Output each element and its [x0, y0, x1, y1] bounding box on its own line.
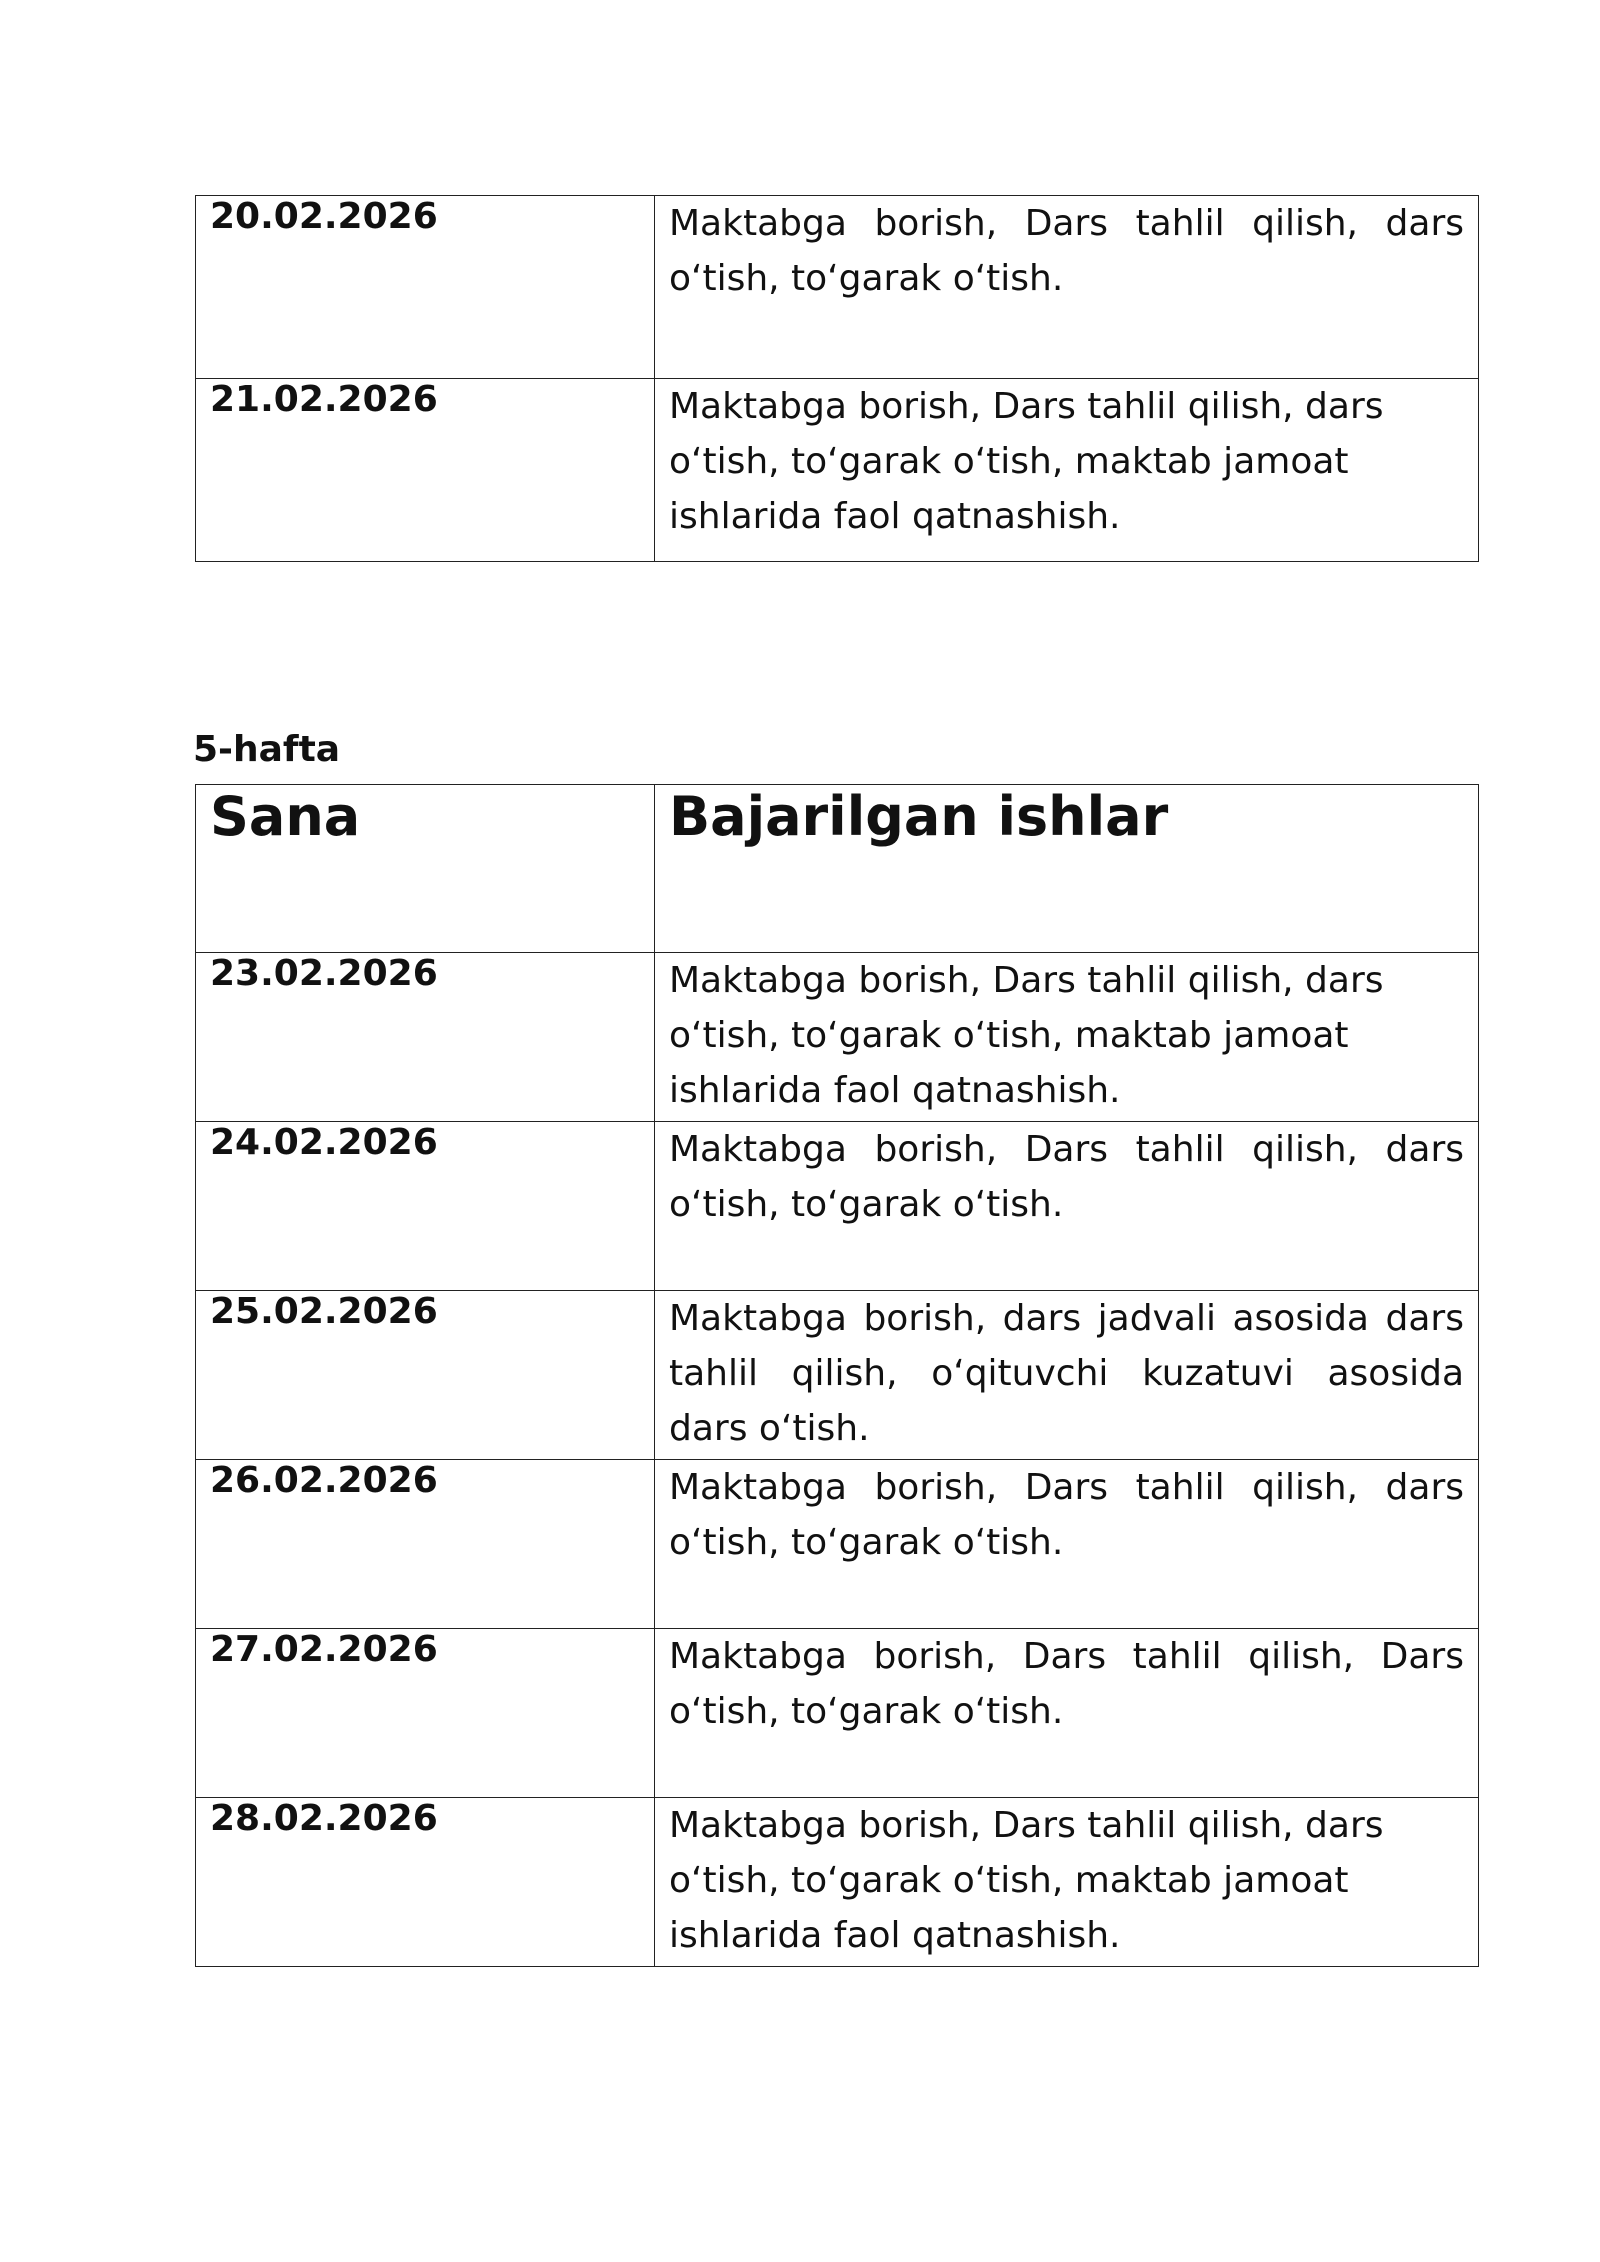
table-row	[196, 1798, 1479, 1967]
table-row	[196, 1460, 1479, 1629]
date-cell: 27.02.2026	[196, 1629, 655, 1798]
date-cell: 24.02.2026	[196, 1122, 655, 1291]
previous-week-table	[195, 195, 1479, 562]
work-cell: Maktabga borish, Dars tahlil qilish, dars o‘tish, to‘garak o‘tish, maktab jamoat ishlarida faol qatnashish.	[655, 953, 1479, 1122]
table-row	[196, 953, 1479, 1122]
work-cell: Maktabga borish, Dars tahlil qilish, Dars o‘tish, to‘garak o‘tish.	[655, 1629, 1479, 1798]
work-cell: Maktabga borish, Dars tahlil qilish, dars o‘tish, to‘garak o‘tish.	[655, 196, 1479, 379]
table-row	[196, 1291, 1479, 1460]
column-header-work: Bajarilgan ishlar	[655, 785, 1479, 953]
date-cell: 25.02.2026	[196, 1291, 655, 1460]
date-cell: 26.02.2026	[196, 1460, 655, 1629]
work-cell: Maktabga borish, Dars tahlil qilish, dars o‘tish, to‘garak o‘tish, maktab jamoat ishlarida faol qatnashish.	[655, 379, 1479, 562]
week-title: 5-hafta	[193, 729, 341, 770]
date-cell: 28.02.2026	[196, 1798, 655, 1967]
work-cell: Maktabga borish, Dars tahlil qilish, dars o‘tish, to‘garak o‘tish.	[655, 1460, 1479, 1629]
column-header-date: Sana	[196, 785, 655, 953]
table-row	[196, 1122, 1479, 1291]
table-row	[196, 196, 1479, 379]
date-cell: 20.02.2026	[196, 196, 655, 379]
table-row	[196, 379, 1479, 562]
week-5-table	[195, 784, 1479, 1967]
table-header-row	[196, 785, 1479, 953]
work-cell: Maktabga borish, Dars tahlil qilish, dars o‘tish, to‘garak o‘tish, maktab jamoat ishlarida faol qatnashish.	[655, 1798, 1479, 1967]
work-cell: Maktabga borish, dars jadvali asosida dars tahlil qilish, o‘qituvchi kuzatuvi asosida dars o‘tish.	[655, 1291, 1479, 1460]
date-cell: 21.02.2026	[196, 379, 655, 562]
work-cell: Maktabga borish, Dars tahlil qilish, dars o‘tish, to‘garak o‘tish.	[655, 1122, 1479, 1291]
date-cell: 23.02.2026	[196, 953, 655, 1122]
table-row	[196, 1629, 1479, 1798]
